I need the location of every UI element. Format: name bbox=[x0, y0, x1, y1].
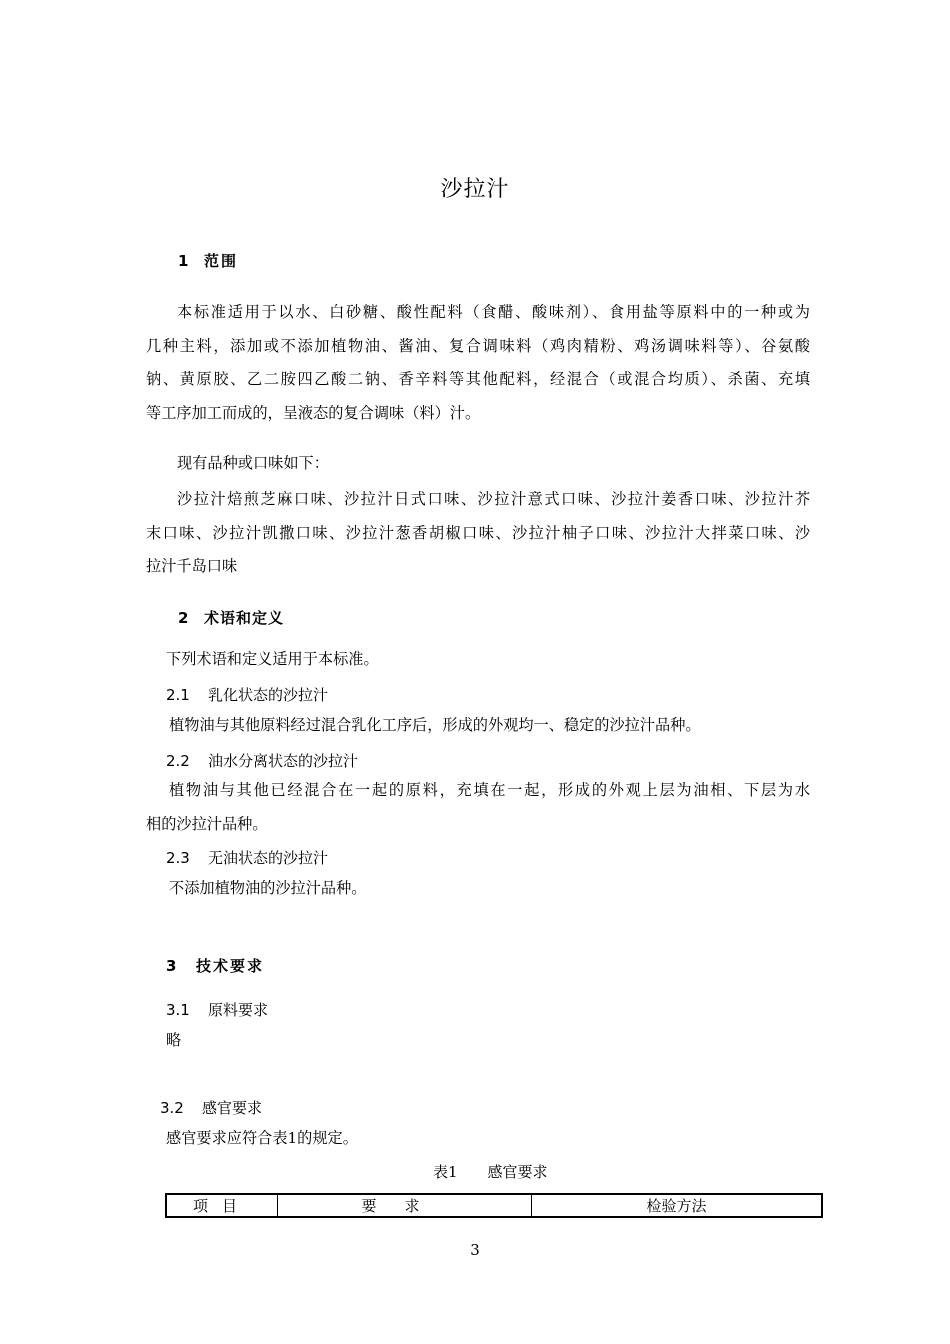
section-number: 1 bbox=[178, 252, 189, 270]
paragraph-line: 末口味、沙拉汁凯撒口味、沙拉汁葱香胡椒口味、沙拉汁柚子口味、沙拉汁大拌菜口味、沙 bbox=[146, 523, 810, 542]
item-number: 3.2 bbox=[160, 1099, 184, 1117]
item-title: 感官要求 bbox=[202, 1099, 263, 1117]
paragraph-line: 植物油与其他已经混合在一起的原料，充填在一起，形成的外观上层为油相、下层为水 bbox=[169, 781, 810, 799]
item-title: 无油状态的沙拉汁 bbox=[208, 849, 329, 867]
sensory-requirements-table bbox=[165, 1193, 823, 1218]
subsection-3-1-heading bbox=[166, 999, 268, 1020]
definitions-intro: 下列术语和定义适用于本标准。 bbox=[166, 650, 379, 668]
item-number: 2.2 bbox=[166, 752, 190, 770]
definition-2-3-body: 不添加植物油的沙拉汁品种。 bbox=[169, 879, 367, 897]
varieties-intro bbox=[146, 447, 810, 481]
paragraph-line: 沙拉汁焙煎芝麻口味、沙拉汁日式口味、沙拉汁意式口味、沙拉汁姜香口味、沙拉汁芥 bbox=[177, 490, 810, 508]
page-number: 3 bbox=[470, 1241, 480, 1259]
paragraph-line: 本标准适用于以水、白砂糖、酸性配料（食醋、酸味剂）、食用盐等原料中的一种或为 bbox=[177, 303, 810, 321]
section-3-heading bbox=[166, 955, 264, 976]
item-title: 油水分离状态的沙拉汁 bbox=[208, 752, 359, 770]
item-number: 2.3 bbox=[166, 849, 190, 867]
item-title: 原料要求 bbox=[208, 1001, 269, 1019]
section-title: 范围 bbox=[204, 252, 239, 270]
paragraph-line: 几种主料，添加或不添加植物油、酱油、复合调味料（鸡肉精粉、鸡汤调味料等）、谷氨酸 bbox=[146, 336, 810, 355]
section-title: 术语和定义 bbox=[204, 609, 285, 627]
definition-2-2-heading bbox=[166, 750, 358, 771]
definition-2-2-body bbox=[146, 774, 810, 841]
item-number: 2.1 bbox=[166, 686, 190, 704]
paragraph-line: 拉汁千岛口味 bbox=[146, 557, 238, 575]
subsection-3-2-body: 感官要求应符合表1的规定。 bbox=[166, 1129, 358, 1147]
section-2-heading bbox=[178, 607, 284, 628]
paragraph-line: 现有品种或口味如下： bbox=[177, 454, 329, 472]
subsection-3-1-body: 略 bbox=[166, 1031, 182, 1049]
definition-2-1-heading bbox=[166, 684, 328, 705]
table-caption bbox=[433, 1161, 548, 1182]
item-title: 乳化状态的沙拉汁 bbox=[208, 686, 329, 704]
definition-2-1-body: 植物油与其他原料经过混合乳化工序后，形成的外观均一、稳定的沙拉汁品种。 bbox=[169, 716, 701, 734]
paragraph-line: 钠、黄原胶、乙二胺四乙酸二钠、香辛料等其他配料，经混合（或混合均质）、杀菌、充填 bbox=[146, 370, 810, 388]
section-1-heading bbox=[178, 250, 238, 271]
section-title: 技术要求 bbox=[196, 957, 265, 975]
header-item: 项目 bbox=[166, 1194, 278, 1217]
scope-paragraph bbox=[146, 296, 810, 430]
item-number: 3.1 bbox=[166, 1001, 190, 1019]
header-test-method: 检验方法 bbox=[532, 1194, 823, 1217]
document-title: 沙拉汁 bbox=[440, 177, 510, 202]
table-header-row bbox=[166, 1194, 822, 1217]
varieties-paragraph bbox=[146, 483, 810, 584]
header-requirement: 要求 bbox=[278, 1194, 532, 1217]
section-number: 3 bbox=[166, 957, 177, 975]
section-number: 2 bbox=[178, 609, 189, 627]
table-caption-title: 感官要求 bbox=[487, 1163, 548, 1181]
definition-2-3-heading bbox=[166, 847, 328, 868]
subsection-3-2-heading bbox=[160, 1097, 262, 1118]
table-caption-number: 表1 bbox=[433, 1163, 458, 1181]
paragraph-line: 相的沙拉汁品种。 bbox=[146, 814, 268, 833]
paragraph-line: 等工序加工而成的，呈液态的复合调味（料）汁。 bbox=[146, 403, 481, 422]
